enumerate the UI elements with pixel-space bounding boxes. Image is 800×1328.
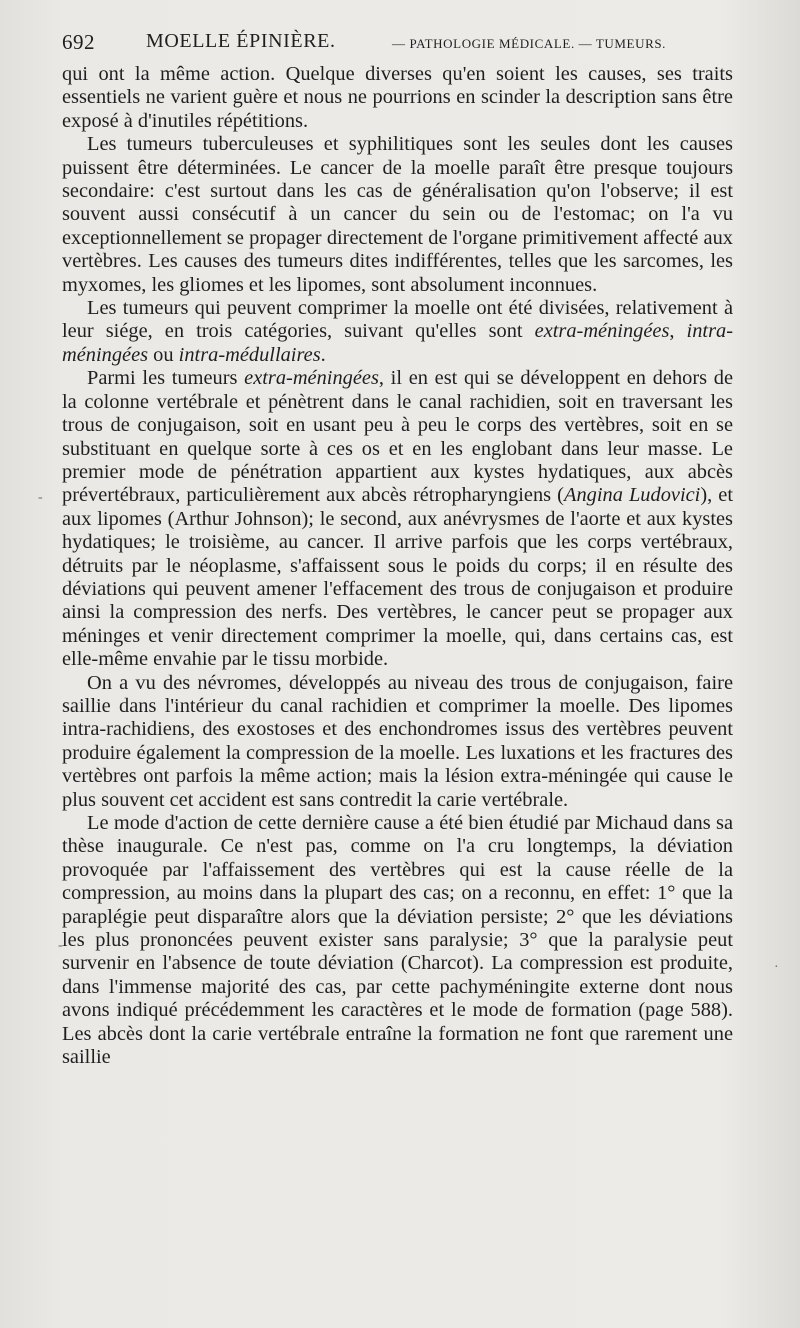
page-header [62,30,740,60]
text-run: , [669,320,687,343]
paragraph-6: Le mode d'action de cette dernière cause a été bien étudié par Michaud dans sa thèse inaugurale. Ce n'est pas, comme on l'a cru longtemps, la déviation provoquée par l'affaissement des vertèbres qui est la cause réelle de la compression, au moins dans la plupart des cas; on a reconnu, en effet: 1° que la paraplégie peut disparaître alors que la déviation persiste; 2° que les déviations les plus prononcées peuvent exister sans paralysie; 3° que la paralysie peut survenir en l'absence de toute déviation (Charcot). La compression est produite, dans l'immense majorité des cas, par cette pachyméningite externe dont nous avons indiqué précédemment les caractères et le mode de formation (page 588). Les abcès dont la carie vertébrale entraîne la formation ne font que rarement une saillie [62,812,733,1069]
text-run: ), et aux lipomes (Arthur Johnson); le second, aux anévrysmes de l'aorte et aux kystes hydatiques; le troisième, au cancer. Il arrive parfois que les corps vertébraux, détruits par le néoplasme, s'affaissent sous le poids du corps; il en résulte des déviations qui peuvent amener l'effacement des trous de conjugaison et produire ainsi la compression des nerfs. Des vertèbres, le cancer peut se propager aux méninges et venir directement comprimer la moelle, qui, dans certains cas, est elle-même envahie par le tissu morbide. [62,484,734,671]
page-number: 692 [62,30,95,54]
text-run: , il en est qui se développent en dehors de la colonne vertébrale et pénètrent dans le canal rachidien, soit en traversant les trous de conjugaison, soit en usant peu à peu le corps des vertèbres, soit en se substituant en quelque sorte à ces os et en les englobant dans leur masse. Le premier mode de pénétration appartient aux kystes hydatiques, aux abcès prévertébraux, particulièrement aux abcès rétropharyngiens ( [62,367,733,507]
body-text [62,63,733,1069]
italic-term: extra-méningées [534,320,670,343]
margin-mark: · [774,960,779,975]
text-run: Parmi les tumeurs [87,367,245,390]
paragraph-3 [62,297,733,367]
margin-mark: - [38,490,43,505]
paragraph-1: qui ont la même action. Quelque diverses qu'en soient les causes, ses traits essentiels ne varient guère et nous ne pourrions en scinder la description sans être exposé à d'inutiles répétitions. [62,63,733,132]
italic-term: Angina Ludovici [563,484,701,507]
italic-term: intra-méningées [62,320,733,366]
paragraph-4 [62,367,733,671]
text-run: . [320,343,326,366]
paragraph-2: Les tumeurs tuberculeuses et syphilitiques sont les seules dont les causes puissent être déterminées. Le cancer de la moelle paraît être presque toujours secondaire: c'est surtout dans les cas de généralisation qu'on l'observe; il est souvent aussi consécutif à un cancer du sein ou de l'estomac; on l'a vu exceptionnellement se propager directement de l'organe primitivement affecté aux vertèbres. Les causes des tumeurs dites indifférentes, telles que les sarcomes, les myxomes, les gliomes et les lipomes, sont absolument inconnues. [62,133,733,296]
running-head-title: MOELLE ÉPINIÈRE. [146,30,336,52]
italic-term: intra-médullaires [178,343,321,366]
italic-term: extra-méningées [244,367,379,390]
margin-mark: - [58,938,63,953]
text-run: Les tumeurs qui peuvent comprimer la moelle ont été divisées, relativement à leur siége, en trois catégories, suivant qu'elles sont [62,297,733,343]
text-run: ou [148,343,179,366]
paragraph-5: On a vu des névromes, développés au niveau des trous de conjugaison, faire saillie dans l'intérieur du canal rachidien et comprimer la moelle. Des lipomes intra-rachidiens, des exostoses et des enchondromes issus des vertèbres peuvent produire également la compression de la moelle. Les luxations et les fractures des vertèbres ont parfois la même action; mais la lésion extra-méningée qui cause le plus souvent cet accident est sans contredit la carie vertébrale. [62,671,733,811]
running-head-section: — PATHOLOGIE MÉDICALE. — TUMEURS. [392,36,667,51]
